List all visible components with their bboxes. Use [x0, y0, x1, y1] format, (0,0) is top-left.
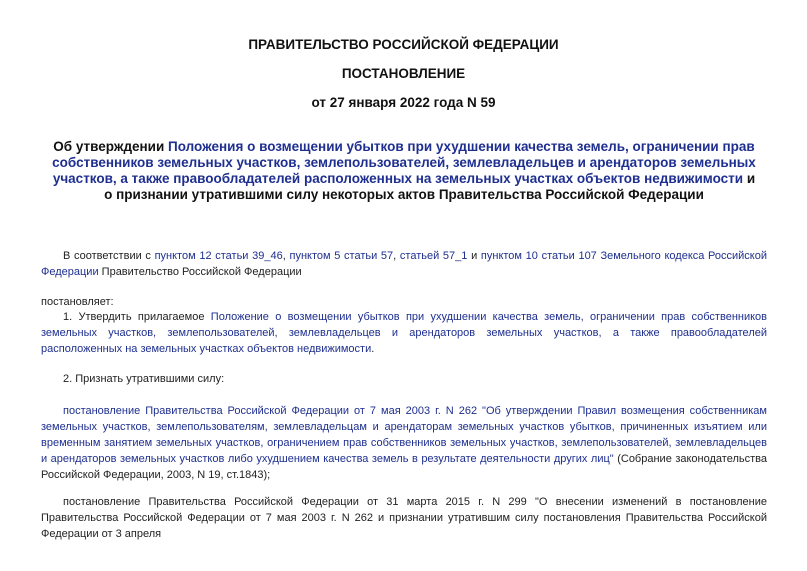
link-article-57-1[interactable]: статьей 57_1 [399, 250, 468, 262]
document-title [48, 139, 760, 203]
preamble-paragraph [41, 248, 767, 280]
repeal-1-link[interactable]: постановление Правительства Российской Федерации от 7 мая 2003 г. N 262 "Об утверждении Правил возмещения собственникам земельных участков, землепользователям, землевладельцам и арендаторам земельных участков убытков, причиненных изъятием или временным занятием земельных участков, ограничением прав собственников земельных участков, землепользователей, землевладельцев и арендаторов земельных участков либо ухудшением качества земель в результате деятельности других лиц" [41, 405, 767, 465]
item-1-regulation-link[interactable]: Положение о возмещении убытков при ухудшении качества земель, ограничении прав собственников земельных участков, землепользователей, землевладельцев и арендаторов земельных участков, а также правообладателей расположенных на земельных участках объектов недвижимости [41, 311, 768, 355]
item-1-prefix: 1. Утвердить прилагаемое [63, 311, 211, 323]
title-prefix: Об утверждении [53, 139, 169, 154]
preamble-suffix: Правительство Российской Федерации [98, 266, 302, 278]
repeal-1-paragraph [41, 403, 767, 483]
link-land-code-article-107[interactable]: пунктом 10 статьи 107 Земельного кодекса Российской Федерации [41, 250, 768, 278]
item-1-paragraph [41, 309, 767, 357]
title-regulation-link[interactable]: Положения о возмещении убытков при ухудшении качества земель, ограничении прав собственников земельных участков, землепользователей, землевладельцев и арендаторов земельных участков, а также правообладателей расположенных на земельных участках объектов недвижимости [52, 139, 756, 186]
issuing-authority: ПРАВИТЕЛЬСТВО РОССИЙСКОЙ ФЕДЕРАЦИИ [248, 37, 559, 52]
repeal-1-suffix: (Собрание законодательства Российской Федерации, 2003, N 19, ст.1843); [41, 453, 767, 481]
preamble-separator: , [282, 250, 290, 262]
preamble-separator: , [393, 250, 400, 262]
repeal-2-paragraph: постановление Правительства Российской Федерации от 31 марта 2015 г. N 299 "О внесении изменений в постановление Правительства Российской Федерации от 7 мая 2003 г. N 262 и признании утратившим силу постановления Правительства Российской Федерации от 3 апреля [41, 496, 767, 540]
link-article-39-46[interactable]: пунктом 12 статьи 39_46 [154, 250, 283, 262]
title-suffix: и о признании утратившими силу некоторых актов Правительства Российской Федерации [104, 171, 756, 202]
document-type: ПОСТАНОВЛЕНИЕ [341, 66, 466, 81]
preamble-separator: и [467, 250, 481, 262]
document-date-number: от 27 января 2022 года N 59 [311, 95, 496, 110]
item-1-suffix: . [371, 343, 375, 355]
item-2-paragraph: 2. Признать утратившими силу: [63, 373, 225, 385]
preamble-prefix: В соответствии с [63, 250, 155, 262]
resolves-line: постановляет: [41, 296, 114, 308]
link-article-57[interactable]: пунктом 5 статьи 57 [289, 250, 394, 262]
